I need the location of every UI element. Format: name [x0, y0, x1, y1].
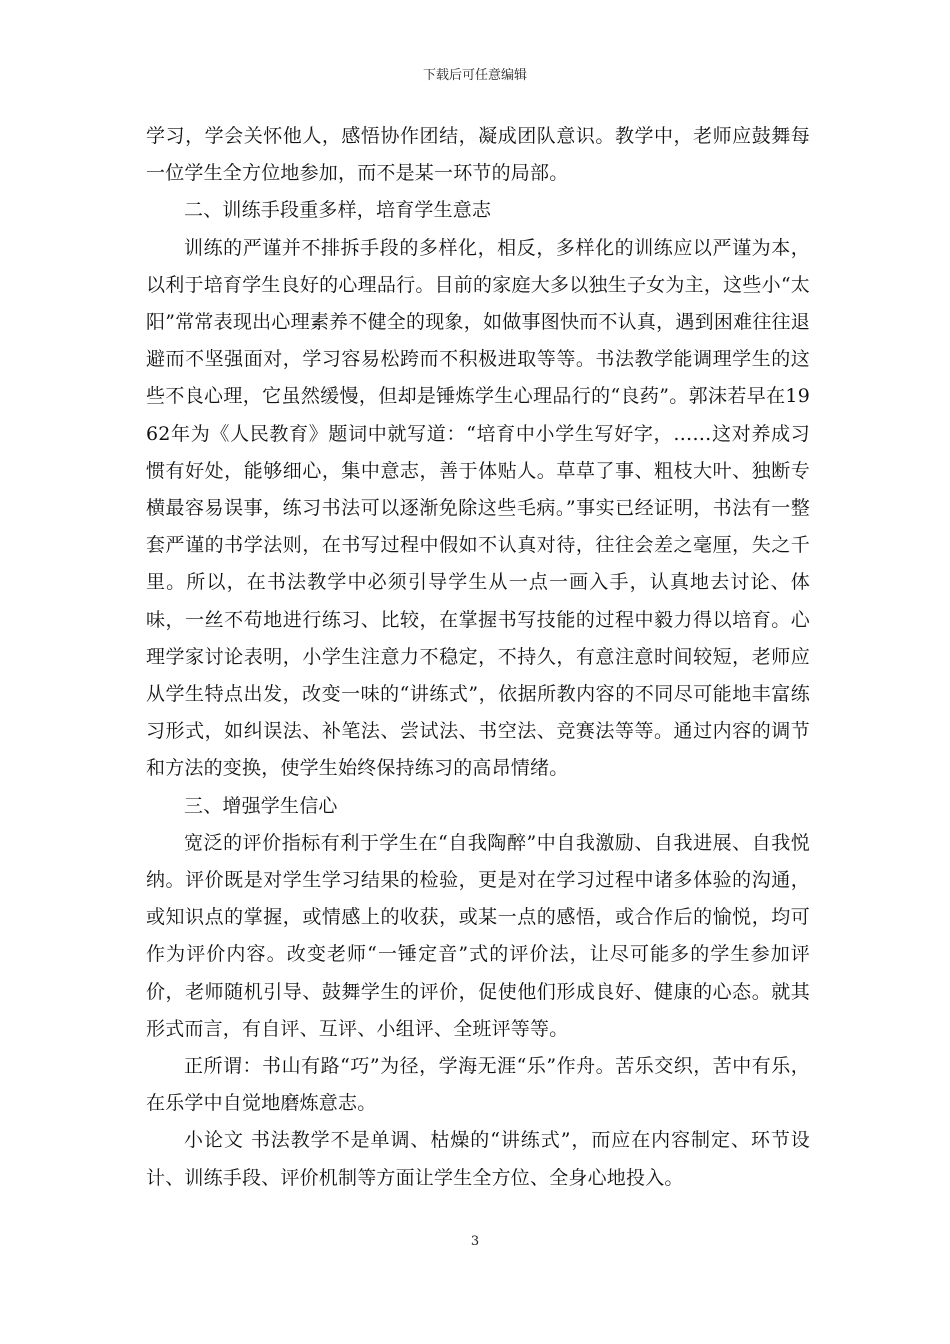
paragraph-training-diversity: 训练的严谨并不排拆手段的多样化，相反，多样化的训练应以严谨为本，以利于培育学生良好的心理品行。目前的家庭大多以独生子女为主，这些小“太阳”常常表现出心理素养不健全的现象，如做事图快而不认真，遇到困难往往退避而不坚强面对，学习容易松跨而不积极进取等等。书法教学能调理学生的这些不良心理，它虽然缓慢，但却是锤炼学生心理品行的“良药”。郭沫若早在1962年为《人民教育》题词中就写道：“培育中小学生写好字，……这对养成习惯有好处，能够细心，集中意志，善于体贴人。草草了事、粗枝大叶、独断专横最容易误事，练习书法可以逐渐免除这些毛病。”事实已经证明，书法有一整套严谨的书学法则，在书写过程中假如不认真对待，往往会差之毫厘，失之千里。所以，在书法教学中必须引导学生从一点一画入手，认真地去讨论、体味，一丝不苟地进行练习、比较，在掌握书写技能的过程中毅力得以培育。心理学家讨论表明，小学生注意力不稳定，不持久，有意注意时间较短，老师应从学生特点出发，改变一味的“讲练式”，依据所教内容的不同尽可能地丰富练习形式，如纠误法、补笔法、尝试法、书空法、竞赛法等等。通过内容的调节和方法的变换，使学生始终保持练习的高昂情绪。 — [146, 236, 810, 780]
paragraph-saying: 正所谓：书山有路“巧”为径，学海无涯“乐”作舟。苦乐交织，苦中有乐，在乐学中自觉地磨炼意志。 — [146, 1055, 810, 1115]
section-heading-training-methods: 二、训练手段重多样，培育学生意志 — [184, 199, 492, 222]
page-header: 下载后可任意编辑 — [422, 68, 527, 83]
body-text — [146, 118, 810, 1197]
paragraph-teamwork: 学习，学会关怀他人，感悟协作团结，凝成团队意识。教学中，老师应鼓舞每一位学生全方位地参加，而不是某一环节的局部。 — [146, 125, 810, 185]
paragraph-summary: 小论文 书法教学不是单调、枯燥的“讲练式”，而应在内容制定、环节设计、训练手段、评价机制等方面让学生全方位、全身心地投入。 — [146, 1129, 810, 1189]
section-heading-confidence: 三、增强学生信心 — [184, 794, 338, 817]
paragraph-evaluation: 宽泛的评价指标有利于学生在“自我陶醉”中自我激励、自我进展、自我悦纳。评价既是对学生学习结果的检验，更是对在学习过程中诸多体验的沟通，或知识点的掌握，或情感上的收获，或某一点的感悟，或合作后的愉悦，均可作为评价内容。改变老师“一锤定音”式的评价法，让尽可能多的学生参加评价，老师随机引导、鼓舞学生的评价，促使他们形成良好、健康的心态。就其形式而言，有自评、互评、小组评、全班评等等。 — [146, 831, 810, 1040]
page-number: 3 — [470, 1234, 480, 1249]
